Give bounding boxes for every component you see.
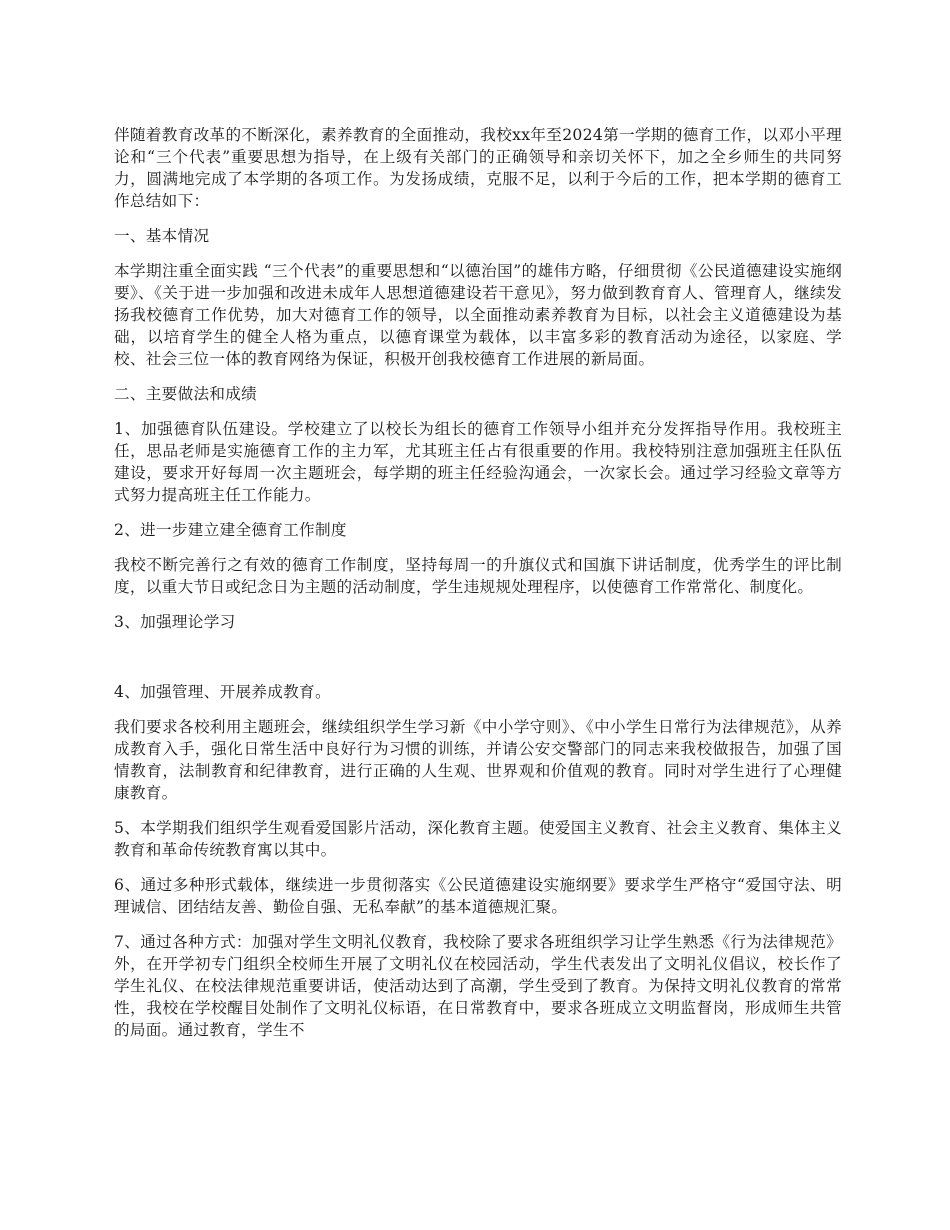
item-4-heading: 4、加强管理、开展养成教育。: [114, 683, 331, 701]
basic-situation-paragraph: 本学期注重全面实践 “三个代表”的重要思想和“以德治国”的雄伟方略，仔细贯彻《公民道德建设实施纲要》、《关于进一步加强和改进未成年人思想道德建设若干意见》，努力做到教育育人、管理育人，继续发扬我校德育工作优势，加大对德育工作的领导，以全面推动素养教育为目标，以社会主义道德建设为基础，以培育学生的健全人格为重点，以德育课堂为载体，以丰富多彩的教育活动为途径，以家庭、学校、社会三位一体的教育网络为保证，积极开创我校德育工作进展的新局面。: [114, 262, 842, 368]
item-6-paragraph: 6、通过多种形式载体，继续进一步贯彻落实《公民道德建设实施纲要》要求学生严格守“爱国守法、明理诚信、团结结友善、勤俭自强、无私奉献”的基本道德规汇聚。: [114, 876, 842, 916]
item-1-paragraph: 1、加强德育队伍建设。学校建立了以校长为组长的德育工作领导小组并充分发挥指导作用。我校班主任，思品老师是实施德育工作的主力军，尤其班主任占有很重要的作用。我校特别注意加强班主任队伍建设，要求开好每周一次主题班会，每学期的班主任经验沟通会，一次家长会。通过学习经验文章等方式努力提高班主任工作能力。: [114, 420, 842, 504]
item-3-heading: 3、加强理论学习: [114, 613, 236, 631]
section-heading-main-practices: 二、主要做法和成绩: [114, 385, 258, 403]
item-5-paragraph: 5、本学期我们组织学生观看爱国影片活动，深化教育主题。使爱国主义教育、社会主义教育、集体主义教育和革命传统教育寓以其中。: [114, 819, 842, 859]
item-2-paragraph: 我校不断完善行之有效的德育工作制度，坚持每周一的升旗仪式和国旗下讲话制度，优秀学生的评比制度，以重大节日或纪念日为主题的活动制度，学生违规规处理程序，以使德育工作常常化、制度化。: [114, 556, 842, 596]
intro-paragraph: 伴随着教育改革的不断深化，素养教育的全面推动，我校xx年至2024第一学期的德育工作，以邓小平理论和“三个代表”重要思想为指导，在上级有关部门的正确领导和亲切关怀下，加之全乡师生的共同努力，圆满地完成了本学期的各项工作。为发扬成绩，克服不足，以利于今后的工作，把本学期的德育工作总结如下：: [114, 126, 842, 210]
section-heading-basic-situation: 一、基本情况: [114, 227, 210, 245]
document-body: [114, 124, 842, 1054]
item-7-paragraph: 7、通过各种方式：加强对学生文明礼仪教育，我校除了要求各班组织学习让学生熟悉《行为法律规范》外，在开学初专门组织全校师生开展了文明礼仪在校园活动，学生代表发出了文明礼仪倡议，校长作了学生礼仪、在校法律规范重要讲话，使活动达到了高潮，学生受到了教育。为保持文明礼仪教育的常常性，我校在学校醒目处制作了文明礼仪标语，在日常教育中，要求各班成立文明监督岗，形成师生共管的局面。通过教育，学生不: [114, 933, 842, 1039]
item-2-heading: 2、进一步建立建全德育工作制度: [114, 521, 347, 539]
item-4-paragraph: 我们要求各校利用主题班会，继续组织学生学习新《中小学守则》、《中小学生日常行为法律规范》，从养成教育入手，强化日常生活中良好行为习惯的训练，并请公安交警部门的同志来我校做报告，加强了国情教育，法制教育和纪律教育，进行正确的人生观、世界观和价值观的教育。同时对学生进行了心理健康教育。: [114, 718, 842, 802]
